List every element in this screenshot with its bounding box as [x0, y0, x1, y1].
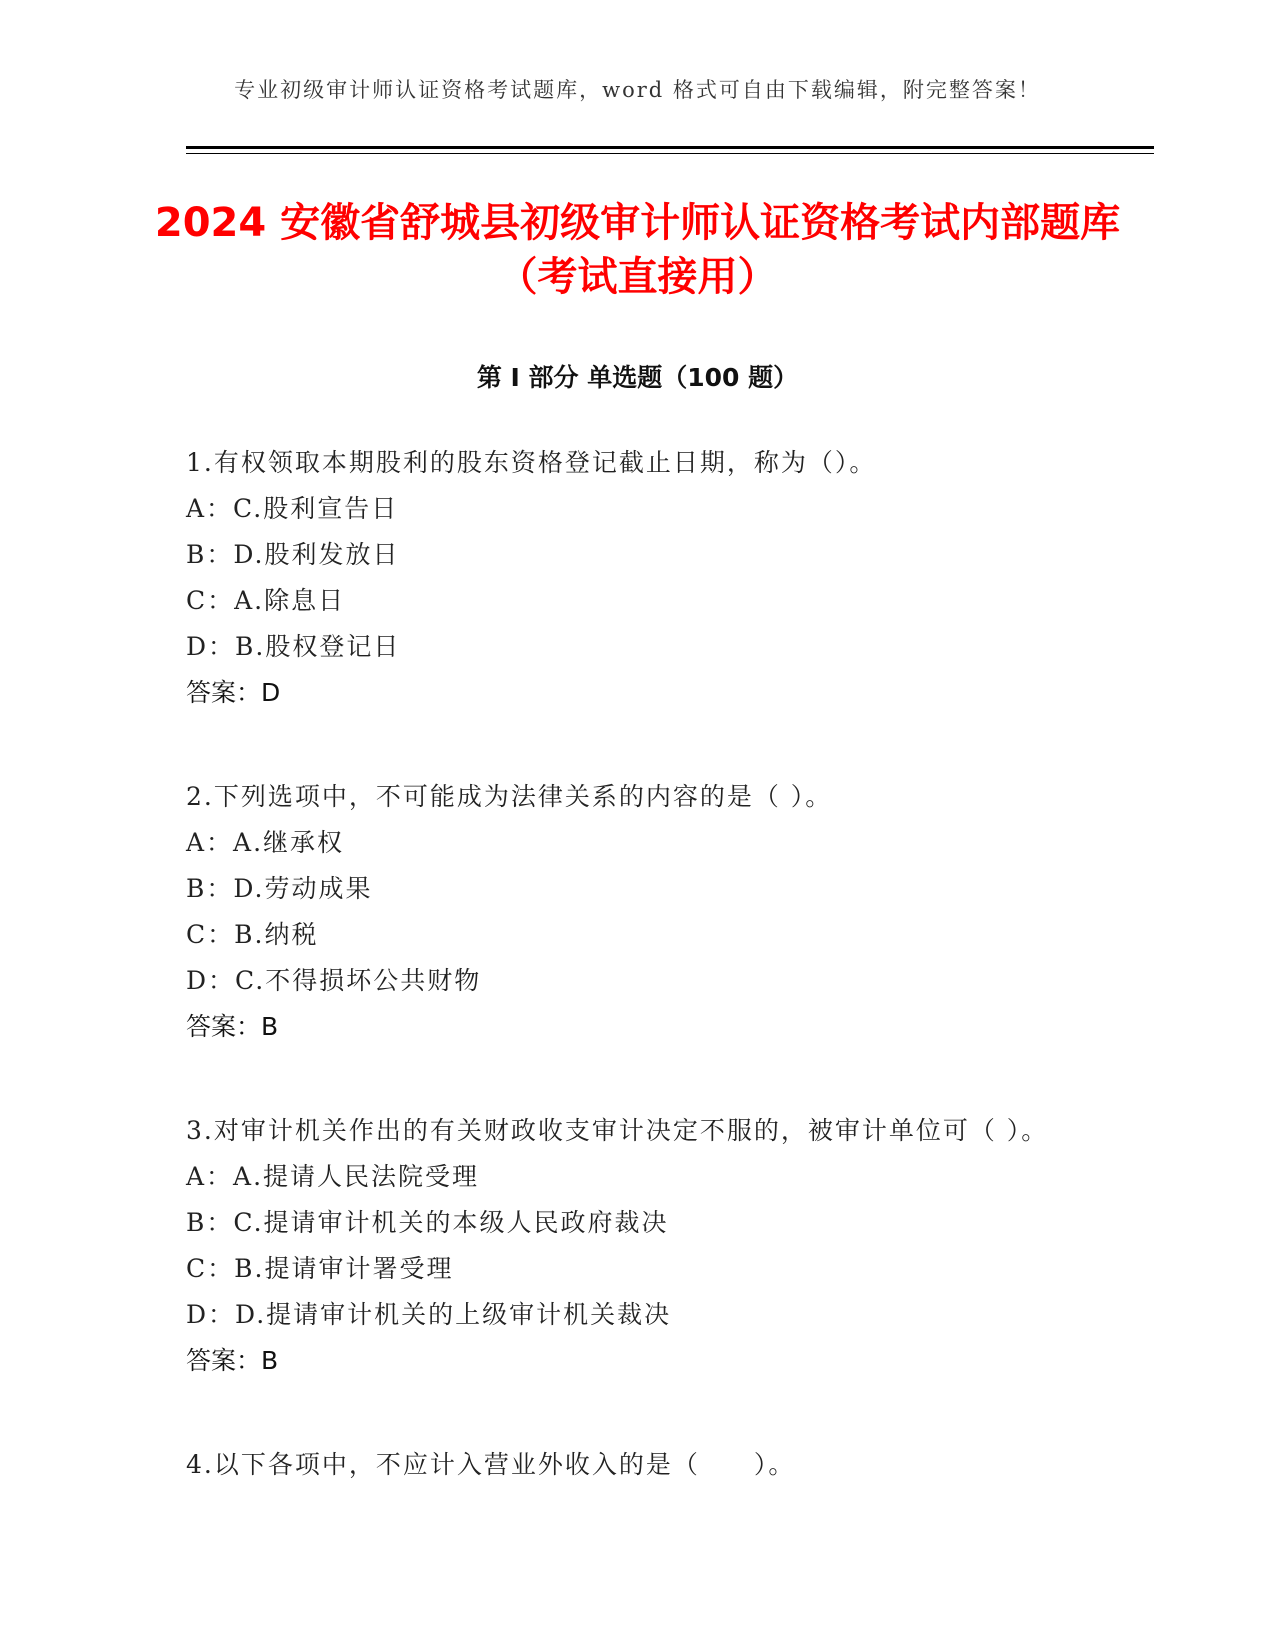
- option-d: D：C.不得损坏公共财物: [186, 966, 482, 995]
- option-b: B：D.股利发放日: [186, 540, 400, 569]
- document-title: 2024 安徽省舒城县初级审计师认证资格考试内部题库（考试直接用）: [154, 200, 1121, 300]
- answer: 答案：D: [186, 678, 281, 707]
- header-rule-thick: [186, 146, 1154, 149]
- answer: 答案：B: [186, 1346, 279, 1375]
- page-header-tagline: 专业初级审计师认证资格考试题库，word 格式可自由下载编辑，附完整答案！: [234, 78, 1041, 102]
- section-heading: 第 I 部分 单选题（100 题）: [476, 363, 799, 392]
- question-stem: 3.对审计机关作出的有关财政收支审计决定不服的，被审计单位可（ ）。: [186, 1116, 1049, 1145]
- option-c: C：A.除息日: [186, 586, 346, 615]
- option-b: B：D.劳动成果: [186, 874, 373, 903]
- question-2: [186, 774, 1086, 1050]
- question-stem: 4.以下各项中，不应计入营业外收入的是（ ）。: [186, 1450, 796, 1479]
- question-list: [186, 440, 1086, 1546]
- question-3: [186, 1108, 1086, 1384]
- option-a: A：A.继承权: [186, 828, 345, 857]
- option-c: C：B.提请审计署受理: [186, 1254, 454, 1283]
- question-4: [186, 1442, 1086, 1488]
- option-a: A：C.股利宣告日: [186, 494, 399, 523]
- question-stem: 1.有权领取本期股利的股东资格登记截止日期，称为（）。: [186, 448, 877, 477]
- option-c: C：B.纳税: [186, 920, 319, 949]
- header-rule-thin: [186, 153, 1154, 154]
- option-b: B：C.提请审计机关的本级人民政府裁决: [186, 1208, 669, 1237]
- question-stem: 2.下列选项中，不可能成为法律关系的内容的是（ ）。: [186, 782, 833, 811]
- option-a: A：A.提请人民法院受理: [186, 1162, 480, 1191]
- question-1: [186, 440, 1086, 716]
- option-d: D：D.提请审计机关的上级审计机关裁决: [186, 1300, 672, 1329]
- option-d: D：B.股权登记日: [186, 632, 401, 661]
- answer: 答案：B: [186, 1012, 279, 1041]
